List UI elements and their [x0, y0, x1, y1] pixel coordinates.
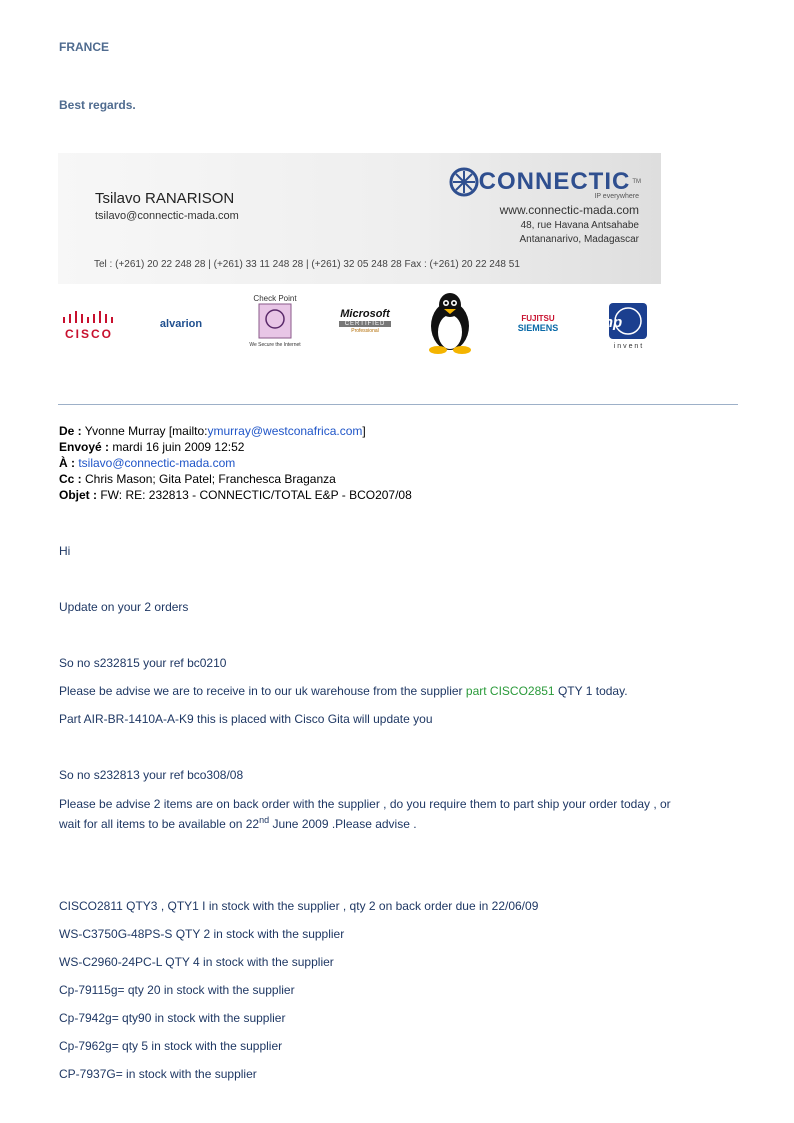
from-label: De :: [59, 424, 82, 438]
professional-text: Professional: [351, 328, 379, 334]
item-line: CISCO2811 QTY3 , QTY1 I in stock with the supplier , qty 2 on back order due in 22/06/09: [59, 899, 539, 913]
from-email-link[interactable]: ymurray@westconafrica.com: [207, 424, 363, 438]
advise1-post: QTY 1 today.: [554, 684, 628, 698]
cc-label: Cc :: [59, 472, 82, 486]
siemens-text: SIEMENS: [517, 323, 559, 333]
item-line: Cp-7962g= qty 5 in stock with the supplier: [59, 1039, 283, 1053]
subject-line: [59, 488, 412, 502]
microsoft-certified-logo: [333, 308, 397, 334]
cc-line: [59, 472, 336, 486]
cisco-text: CISCO: [64, 327, 113, 341]
country-line: FRANCE: [59, 40, 109, 54]
order1-line: So no s232815 your ref bc0210: [59, 656, 227, 670]
penguin-icon: [420, 290, 480, 356]
advise2-pre: wait for all items to be available on 22: [59, 817, 260, 831]
sent-line: [59, 440, 244, 454]
advise2-line-1: Please be advise 2 items are on back order with the supplier , do you require them to part ship your order today , or: [59, 797, 671, 811]
order2-line: So no s232813 your ref bco308/08: [59, 768, 244, 782]
signature-name: Tsilavo RANARISON: [95, 190, 235, 207]
item-line: CP-7937G= in stock with the supplier: [59, 1067, 257, 1081]
to-label: À :: [59, 456, 75, 470]
cc-value: Chris Mason; Gita Patel; Franchesca Braganza: [85, 472, 336, 486]
item-line: Cp-7942g= qty90 in stock with the supplier: [59, 1011, 286, 1025]
signature-email: tsilavo@connectic-mada.com: [95, 210, 239, 222]
microsoft-text: Microsoft: [340, 308, 390, 320]
connectic-logo-icon: [449, 167, 479, 197]
advise1-part: part CISCO2851: [465, 684, 555, 698]
from-end: ]: [362, 424, 366, 438]
subject-value: FW: RE: 232813 - CONNECTIC/TOTAL E&P - BCO207/08: [100, 488, 412, 502]
header-divider: [58, 404, 738, 405]
sent-label: Envoyé :: [59, 440, 110, 454]
logo-text: CONNECTIC: [478, 168, 631, 195]
checkpoint-logo: [240, 294, 310, 348]
part-line: Part AIR-BR-1410A-A-K9 this is placed with Cisco Gita will update you: [59, 712, 433, 726]
from-line: [59, 424, 366, 438]
advise2-sup: nd: [259, 815, 270, 825]
partner-logos: [58, 290, 661, 360]
address-line-2: Antananarivo, Madagascar: [519, 234, 639, 245]
update-line: Update on your 2 orders: [59, 600, 189, 614]
checkpoint-title: Check Point: [253, 294, 297, 303]
from-name: Yvonne Murray [mailto:: [84, 424, 208, 438]
checkpoint-tagline: We Secure the Internet: [249, 342, 301, 348]
advise2-line-2: [59, 815, 417, 831]
linux-penguin-logo: [418, 290, 482, 359]
logo-tm: TM: [632, 179, 641, 185]
signature-banner: [58, 153, 661, 284]
item-line: WS-C2960-24PC-L QTY 4 in stock with the supplier: [59, 955, 334, 969]
closing-line: Best regards.: [59, 98, 136, 112]
hp-tagline: i n v e n t: [613, 343, 643, 350]
address-line-1: 48, rue Havana Antsahabe: [520, 220, 639, 231]
advise2-post: June 2009 .Please advise .: [269, 817, 417, 831]
subject-label: Objet :: [59, 488, 97, 502]
phone-line: Tel : (+261) 20 22 248 28 | (+261) 33 11 248 28 | (+261) 32 05 248 28 Fax : (+261) 20 22 248 51: [94, 259, 520, 270]
cisco-logo: [60, 310, 118, 341]
hp-text: hp: [603, 314, 623, 331]
advise1-line: [59, 684, 628, 698]
fujitsu-text: FUJITSU: [521, 314, 555, 323]
alvarion-logo: alvarion: [159, 318, 203, 330]
greeting: Hi: [59, 544, 71, 558]
signature-website: www.connectic-mada.com: [499, 203, 639, 217]
item-line: WS-C3750G-48PS-S QTY 2 in stock with the supplier: [59, 927, 345, 941]
sent-value: mardi 16 juin 2009 12:52: [112, 440, 245, 454]
cisco-bars-icon: [61, 310, 117, 324]
item-line: Cp-79115g= qty 20 in stock with the supplier: [59, 983, 295, 997]
hp-logo: [593, 302, 663, 350]
checkpoint-icon: [258, 303, 292, 339]
fujitsu-siemens-logo: [503, 314, 573, 333]
advise1-pre: Please be advise we are to receive in to our uk warehouse from the supplier: [59, 684, 466, 698]
to-line: [59, 456, 235, 470]
to-email-link[interactable]: tsilavo@connectic-mada.com: [78, 456, 236, 470]
certified-text: CERTIFIED: [339, 321, 391, 327]
logo-tagline: IP everywhere: [594, 193, 639, 200]
